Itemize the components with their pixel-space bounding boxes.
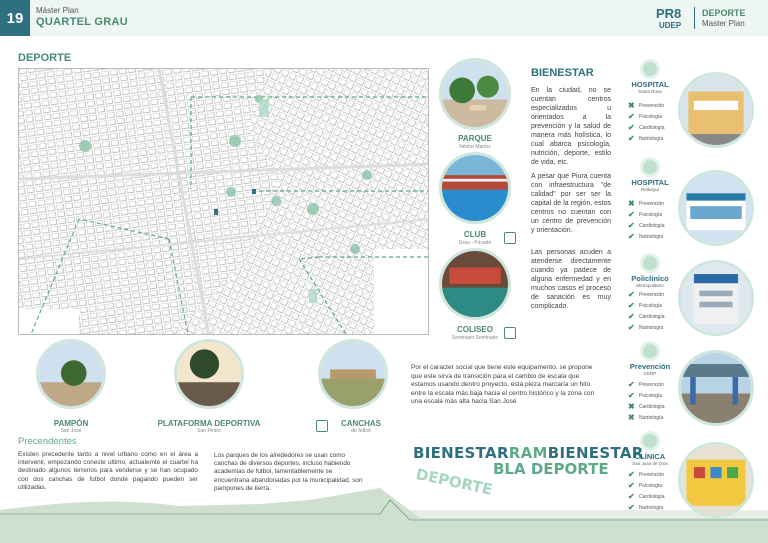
check-icon: ✔ [628,502,635,512]
check-icon: ✔ [628,379,635,389]
list-item: ✔ Prevención [628,469,665,479]
list-item: ✖ Prevención [628,100,665,110]
plataforma-label: PLATAFORMA DEPORTIVA [157,419,261,428]
health-sub-0: Santa Rosa [638,89,662,94]
header-divider [694,7,695,29]
health-sub-2: Metropolitano [636,283,664,288]
cross-icon: ✖ [628,198,635,208]
health-title-3: Prevención [629,362,671,371]
club-photo [439,152,511,224]
health-sub-3: CEDP [643,371,657,376]
list-item: ✔ Cardiología [628,220,665,230]
health-sub-1: Reátegui [640,187,659,192]
header-title: QUARTEL GRAU [36,16,129,28]
check-icon: ✔ [628,220,635,230]
health-title-2: Policlínico [631,274,669,283]
check-icon: ✔ [628,480,635,490]
list-item: ✔ Psicología [628,480,663,490]
health-title-0: HOSPITAL [631,80,669,89]
health-list-2 [628,289,665,333]
caracter-text: Por el caracter social que tiene este equipamento, se propone que este sirva de transición para el cambio de escala que estamos usando dentro proyecto, está pieza marcaría un hito entre la escala más baja hacia el centro histórico y la zona con una escala más alta hacia San José [411,364,595,405]
bienestar-paragraph-2: A pesar que Piura cuenta con infraestructura "de calidad" por ser ser la capital de la región, estos centros no cuentan con un centro de prevención y orientación. [531,173,611,234]
parque-photo [439,58,511,130]
list-item: ✔ Cardiología [628,311,665,321]
list-item: ✖ Cardiología [628,401,665,411]
list-item: ✔ Nutriología [628,322,664,332]
health-list-1 [628,198,665,242]
bienestar-paragraph-3: Las personas acuden a atenderse directamente cuando ya padece de alguna enfermedad y en muchos casos el proceso de sanación es muy complicado. [531,249,611,310]
check-icon: ✔ [628,322,635,332]
health-column [610,58,768,543]
hospital-icon [643,160,657,174]
health-sub-4: San Juan de Dios [632,461,668,466]
hospital-santa-rosa-photo [678,72,754,148]
hospital-icon [643,434,657,448]
health-list-0 [628,100,665,144]
list-item: ✔ Nutriología [628,502,664,512]
precedentes-title: Precendentes [18,436,77,447]
list-item: ✔ Psicología [628,300,663,310]
wordmark-line2 [493,460,609,478]
sport-icon [504,232,516,244]
list-item: ✔ Nutriología [628,133,664,143]
coliseo-photo [439,248,511,320]
plataforma-photo [174,339,244,409]
check-icon: ✔ [628,122,635,132]
check-icon: ✔ [628,231,635,241]
header-subtitle: Máster Plan [36,6,79,15]
pampon-label: PAMPÓN [53,419,89,428]
parque-label: PARQUE [458,134,492,143]
bienestar-paragraph-1: En la ciudad, no se cuentan centros especializados u orientados a la prevención y la salud de manera más holística, lo cual abarca psicología, nutrición, deporte, estilo de vida, etc. [531,87,611,166]
pampon-photo [36,339,106,409]
pampon-sublabel: San José [60,428,82,434]
wordmark-bienestar-2: BIENESTAR [547,444,644,462]
health-title-1: HOSPITAL [631,178,669,187]
check-icon: ✔ [628,111,635,121]
wordmark-bla: BLA [493,460,526,478]
sport-icon [504,327,516,339]
club-sublabel: Grau - Privado [458,240,492,246]
check-icon: ✔ [628,289,635,299]
check-icon: ✔ [628,469,635,479]
hospital-icon [643,62,657,76]
health-list-4 [628,469,665,513]
list-item: ✔ Prevención [628,289,665,299]
list-item: ✔ Nutriología [628,231,664,241]
cross-icon: ✖ [628,100,635,110]
section-heading: DEPORTE [18,52,72,64]
list-item: ✔ Psicología [628,209,663,219]
list-item: ✔ Cardiología [628,491,665,501]
institution-label: UDEP [659,21,682,30]
plataforma-sublabel: San Pedro [197,428,221,434]
city-map [18,68,429,335]
health-title-4: CLÍNICA [634,452,666,461]
header-section-subtitle: Master Plan [702,19,745,28]
coliseo-sublabel: Seminario Seminario [451,335,499,341]
canchas-sublabel: de fútbol [351,428,371,434]
health-list-3 [628,379,665,423]
hospital-icon [643,256,657,270]
bienestar-title: BIENESTAR [531,67,594,79]
prevencion-photo [678,350,754,426]
wordmark-ram: RAM [508,444,548,462]
header-section-title: DEPORTE [702,8,746,18]
list-item: ✖ Nutriología [628,412,664,422]
policlinico-photo [678,260,754,336]
page-number: 19 [0,0,30,36]
hospital-reategui-photo [678,170,754,246]
wordmark-deporte-rotated: DEPORTE [414,465,495,499]
precedentes-col2: Los parques de los alrededores se usan como canchas de diversos deportes, incluso habiendo academias de futbol, lamentablemente se encuentrana abandonadas por la municipalidad, son pampones de tierra. [214,452,363,492]
check-icon: ✔ [628,209,635,219]
wordmark-bienestar: BIENESTAR [413,444,509,462]
coliseo-label: COLISEO [456,325,493,334]
list-item: ✔ Prevención [628,379,665,389]
check-icon: ✔ [628,491,635,501]
project-code: PR8 [656,6,682,21]
list-item: ✖ Prevención [628,198,665,208]
list-item: ✔ Cardiología [628,122,665,132]
cross-icon: ✖ [628,412,635,422]
clinica-photo [678,442,754,518]
check-icon: ✔ [628,133,635,143]
club-label: CLUB [463,230,487,239]
check-icon: ✔ [628,311,635,321]
canchas-photo [318,339,388,409]
wordmark-deporte: DEPORTE [530,460,609,478]
check-icon: ✔ [628,300,635,310]
cross-icon: ✖ [628,401,635,411]
hospital-icon [643,344,657,358]
canchas-label: CANCHAS [341,419,381,428]
check-icon: ✔ [628,390,635,400]
parque-sublabel: Néstor Martos [459,144,491,150]
precedentes-col1: Existen precedente tanto a nivel urbano como en el área a intervenir, empezando coneste ultimo, actualemte el cuartel ha destinado algunos terrenos para venderse y se han ocupado con dos canchas de futbol donde pagando pueden ser utilizadas. [18,451,198,491]
list-item: ✔ Psicología [628,111,663,121]
list-item: ✔ Psicología [628,390,663,400]
